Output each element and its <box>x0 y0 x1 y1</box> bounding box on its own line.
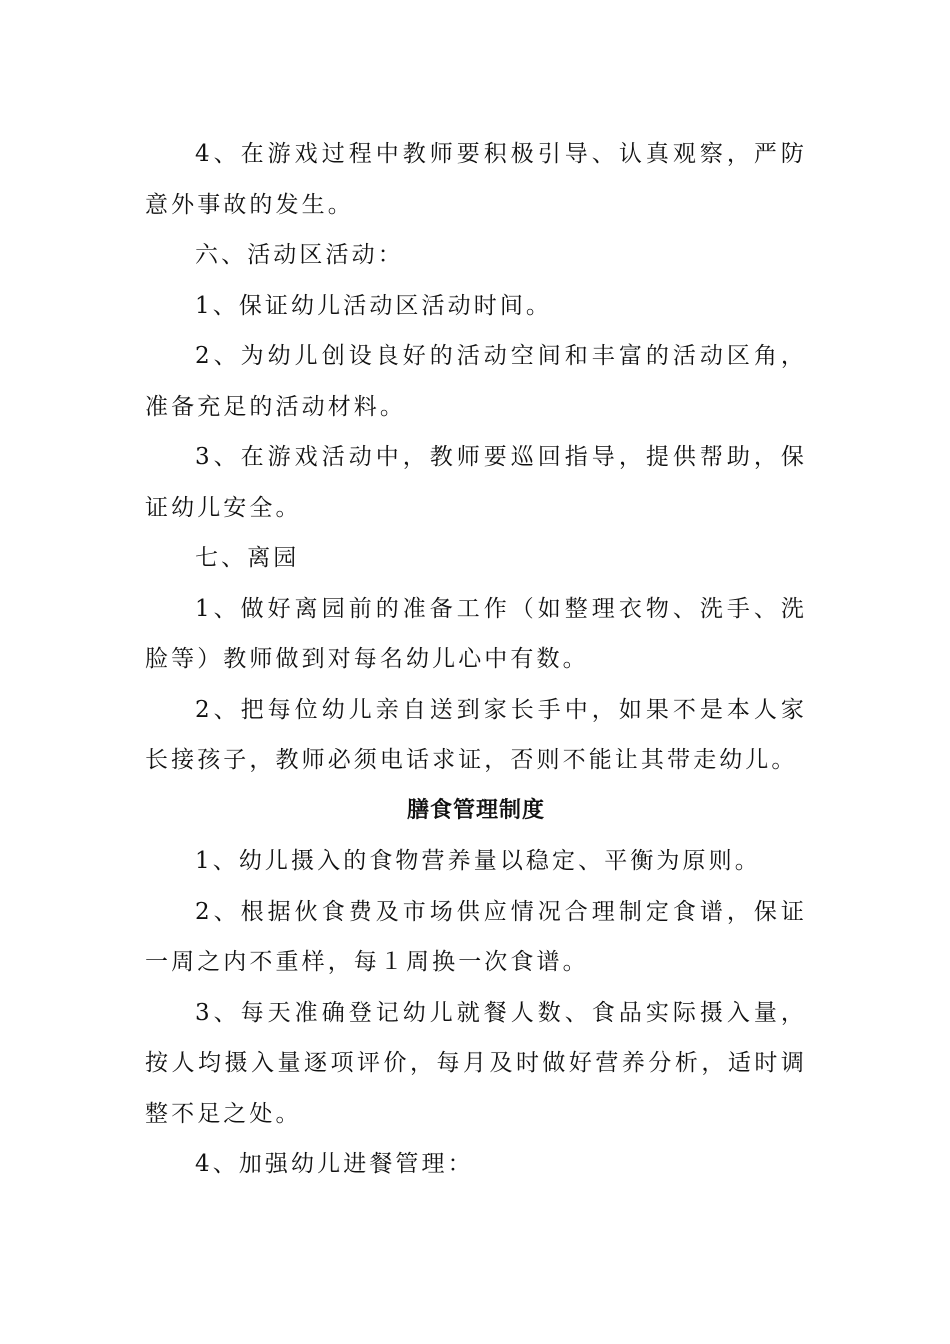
paragraph-activity-time: 1、保证幼儿活动区活动时间。 <box>195 292 553 319</box>
paragraph-meal-menu: 2、根据伙食费及市场供应情况合理制定食谱，保证一周之内不重样，每１周换一次食谱。 <box>145 898 807 975</box>
paragraph-activity-space: 2、为幼儿创设良好的活动空间和丰富的活动区角，准备充足的活动材料。 <box>145 343 807 420</box>
paragraph-meal-management: 4、加强幼儿进餐管理： <box>195 1151 474 1177</box>
section-heading-leaving: 七、离园 <box>195 545 300 571</box>
document-page <box>145 129 807 1190</box>
paragraph-meal-nutrition: 1、幼儿摄入的食物营养量以稳定、平衡为原则。 <box>195 848 761 874</box>
paragraph-meal-records: 3、每天准确登记幼儿就餐人数、食品实际摄入量，按人均摄入量逐项评价，每月及时做好营养分析，适时调整不足之处。 <box>145 999 807 1127</box>
paragraph-leaving-prep: 1、做好离园前的准备工作（如整理衣物、洗手、洗脸等）教师做到对每名幼儿心中有数。 <box>145 595 807 672</box>
section-heading-activity-area: 六、活动区活动： <box>195 242 404 268</box>
paragraph-game-safety: 4、在游戏过程中教师要积极引导、认真观察，严防意外事故的发生。 <box>145 141 807 218</box>
paragraph-leaving-handover: 2、把每位幼儿亲自送到家长手中，如果不是本人家长接孩子，教师必须电话求证，否则不能让其带走幼儿。 <box>145 696 807 773</box>
section-title-meal-management: 膳食管理制度 <box>406 797 545 823</box>
paragraph-activity-guidance: 3、在游戏活动中，教师要巡回指导，提供帮助，保证幼儿安全。 <box>145 444 807 521</box>
